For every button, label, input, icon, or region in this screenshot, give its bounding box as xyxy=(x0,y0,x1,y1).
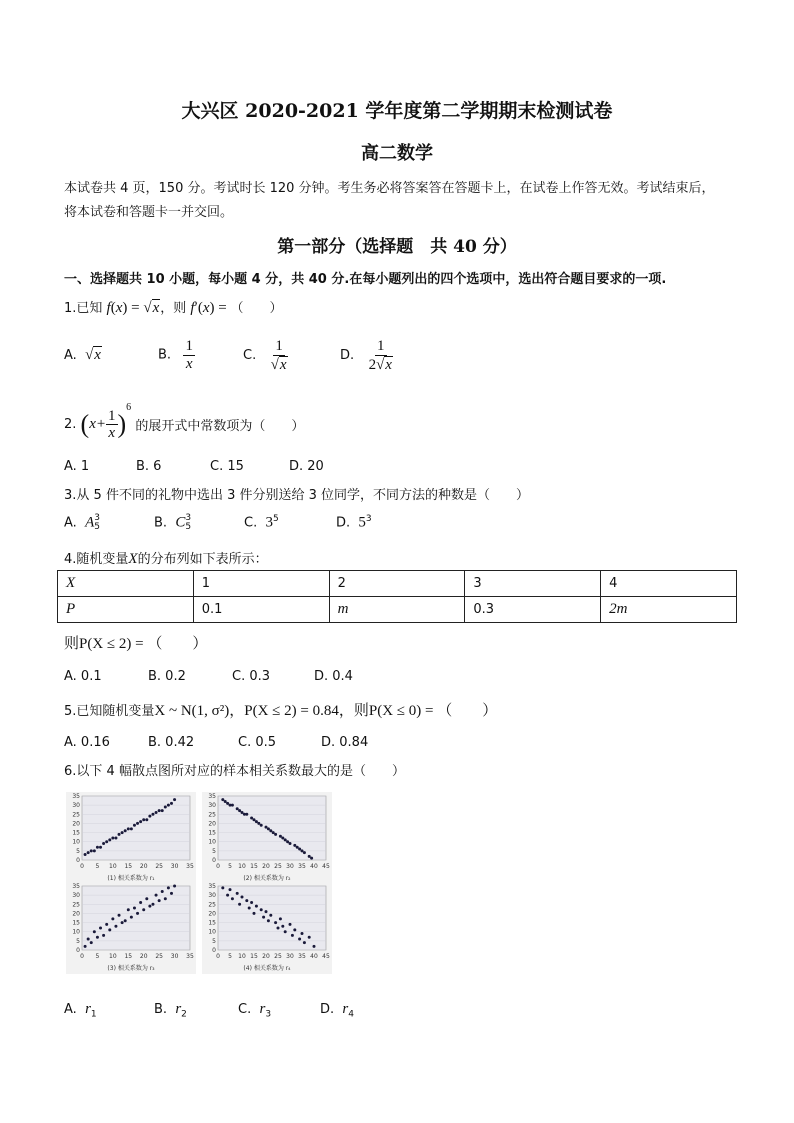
x-tick-label: 40 xyxy=(310,953,318,960)
data-point xyxy=(164,805,167,808)
data-point xyxy=(111,917,114,920)
plot-area xyxy=(82,796,190,860)
data-point xyxy=(236,892,239,895)
table-cell: m xyxy=(329,597,465,623)
x-tick-label: 0 xyxy=(216,953,220,960)
data-point xyxy=(250,816,253,819)
data-point xyxy=(167,804,170,807)
data-point xyxy=(291,934,294,937)
x-tick-label: 5 xyxy=(228,863,232,870)
q5-option-b[interactable]: B. 0.42 xyxy=(148,735,195,750)
data-point xyxy=(90,849,93,852)
x-tick-label: 40 xyxy=(310,863,318,870)
y-tick-label: 10 xyxy=(208,928,216,936)
y-tick-label: 30 xyxy=(208,892,216,900)
data-point xyxy=(167,886,170,889)
q6-option-d[interactable]: D. $r_4$ xyxy=(320,1001,354,1020)
data-point xyxy=(133,824,136,827)
data-point xyxy=(161,809,164,812)
data-point xyxy=(284,930,287,933)
x-tick-label: 35 xyxy=(186,953,194,960)
data-point xyxy=(274,833,277,836)
x-tick-label: 45 xyxy=(322,953,330,960)
data-point xyxy=(105,923,108,926)
data-point xyxy=(139,901,142,904)
x-tick-label: 25 xyxy=(155,953,163,960)
data-point xyxy=(253,912,256,915)
data-point xyxy=(121,921,124,924)
y-tick-label: 25 xyxy=(208,901,216,909)
y-tick-label: 10 xyxy=(72,928,80,936)
data-point xyxy=(148,905,151,908)
x-tick-label: 0 xyxy=(80,863,84,870)
q2-option-d[interactable]: D. 20 xyxy=(289,459,324,474)
y-tick-label: 30 xyxy=(72,892,80,900)
data-point xyxy=(308,936,311,939)
y-tick-label: 35 xyxy=(208,883,216,890)
data-point xyxy=(173,885,176,888)
data-point xyxy=(130,916,133,919)
data-point xyxy=(289,923,292,926)
plot-area xyxy=(218,886,326,950)
data-point xyxy=(257,822,260,825)
data-point xyxy=(221,886,224,889)
x-tick-label: 20 xyxy=(139,863,148,870)
data-point xyxy=(102,934,105,937)
data-point xyxy=(155,894,158,897)
data-point xyxy=(99,846,102,849)
data-point xyxy=(265,910,268,913)
data-point xyxy=(236,807,239,810)
data-point xyxy=(130,827,133,830)
data-point xyxy=(241,895,244,898)
x-tick-label: 20 xyxy=(262,863,270,870)
data-point xyxy=(105,840,108,843)
x-tick-label: 30 xyxy=(286,863,294,870)
data-point xyxy=(164,897,167,900)
x-tick-label: 25 xyxy=(155,863,163,870)
x-tick-label: 30 xyxy=(170,953,179,960)
data-point xyxy=(250,901,253,904)
x-tick-label: 20 xyxy=(262,953,270,960)
data-point xyxy=(272,831,275,834)
y-tick-label: 15 xyxy=(208,919,216,927)
y-tick-label: 10 xyxy=(72,838,80,846)
y-tick-label: 35 xyxy=(72,793,80,800)
x-tick-label: 25 xyxy=(274,953,282,960)
q2-option-c[interactable]: C. 15 xyxy=(210,459,244,474)
plot-caption: (4) 相关系数为 r₄ xyxy=(243,965,291,972)
data-point xyxy=(245,813,248,816)
table-cell: X xyxy=(58,571,194,597)
data-point xyxy=(238,903,241,906)
x-tick-label: 45 xyxy=(322,863,330,870)
y-tick-label: 20 xyxy=(208,910,216,918)
q3-option-d[interactable]: D. $5^3$ xyxy=(336,514,372,531)
data-point xyxy=(248,906,251,909)
scatter-plot-3 xyxy=(66,882,196,974)
data-point xyxy=(298,938,301,941)
data-point xyxy=(267,827,270,830)
data-point xyxy=(274,921,277,924)
data-point xyxy=(245,899,248,902)
y-tick-label: 25 xyxy=(72,811,80,819)
data-point xyxy=(145,818,148,821)
y-tick-label: 35 xyxy=(208,793,216,800)
q6-option-a[interactable]: A. $r_1$ xyxy=(64,1001,97,1020)
plot-caption: (1) 相关系数为 r₁ xyxy=(107,875,155,882)
data-point xyxy=(226,894,229,897)
y-tick-label: 15 xyxy=(72,919,80,927)
table-cell: 2m xyxy=(601,597,737,623)
data-point xyxy=(281,925,284,928)
x-tick-label: 30 xyxy=(170,863,179,870)
data-point xyxy=(303,851,306,854)
q6-option-c[interactable]: C. $r_3$ xyxy=(238,1001,272,1020)
scatter-plot-4-svg xyxy=(202,882,332,974)
y-tick-label: 15 xyxy=(208,829,216,837)
y-tick-label: 5 xyxy=(212,937,216,945)
data-point xyxy=(301,932,304,935)
data-point xyxy=(308,855,311,858)
scatter-plot-3-svg xyxy=(66,882,196,974)
data-point xyxy=(221,798,224,801)
data-point xyxy=(127,908,130,911)
data-point xyxy=(111,837,114,840)
data-point xyxy=(124,919,127,922)
data-point xyxy=(93,930,96,933)
instructions-line1: 本试卷共 4 页，150 分。考试时长 120 分钟。考生务必将答案答在答题卡上，在试卷上作答无效。考试结束后， xyxy=(64,181,715,196)
scatter-plot-1-svg xyxy=(66,792,196,884)
y-tick-label: 15 xyxy=(72,829,80,837)
x-tick-label: 5 xyxy=(228,953,232,960)
plot-area xyxy=(218,796,326,860)
data-point xyxy=(231,804,234,807)
x-tick-label: 15 xyxy=(124,863,133,870)
data-point xyxy=(151,813,154,816)
x-tick-label: 15 xyxy=(250,863,258,870)
data-point xyxy=(224,800,227,803)
x-tick-label: 25 xyxy=(274,863,282,870)
data-point xyxy=(170,802,173,805)
data-point xyxy=(136,912,139,915)
data-point xyxy=(286,840,289,843)
data-point xyxy=(148,815,151,818)
y-tick-label: 0 xyxy=(76,947,80,954)
x-tick-label: 10 xyxy=(109,953,117,960)
table-cell: 0.1 xyxy=(193,597,329,623)
data-point xyxy=(96,846,99,849)
y-tick-label: 20 xyxy=(72,820,80,828)
x-tick-label: 10 xyxy=(238,953,246,960)
table-row xyxy=(58,597,737,623)
data-point xyxy=(87,851,90,854)
data-point xyxy=(127,827,130,830)
x-tick-label: 10 xyxy=(238,863,246,870)
q4-option-d[interactable]: D. 0.4 xyxy=(314,669,353,684)
data-point xyxy=(90,941,93,944)
data-point xyxy=(293,928,296,931)
y-tick-label: 5 xyxy=(76,937,80,945)
data-point xyxy=(84,945,87,948)
data-point xyxy=(279,917,282,920)
data-point xyxy=(226,802,229,805)
data-point xyxy=(84,853,87,856)
q6-option-b[interactable]: B. $r_2$ xyxy=(154,1001,187,1020)
data-point xyxy=(296,846,299,849)
y-tick-label: 20 xyxy=(72,910,80,918)
data-point xyxy=(136,822,139,825)
x-tick-label: 5 xyxy=(95,863,100,870)
y-tick-label: 25 xyxy=(208,811,216,819)
data-point xyxy=(231,897,234,900)
data-point xyxy=(281,837,284,840)
question-2: 2. (x+ $\frac{1}{x}$ )$^6$ 的展开式中常数项为（ ） xyxy=(64,402,305,441)
data-point xyxy=(151,903,154,906)
table-cell: 3 xyxy=(465,571,601,597)
y-tick-label: 0 xyxy=(76,857,80,864)
distribution-table xyxy=(57,570,737,623)
x-tick-label: 35 xyxy=(298,953,306,960)
exam-title: 大兴区 2020-2021 学年度第二学期期末检测试卷 xyxy=(181,100,613,122)
part1-title: 第一部分（选择题 共 40 分） xyxy=(277,237,517,257)
y-tick-label: 30 xyxy=(72,802,80,810)
data-point xyxy=(269,914,272,917)
y-tick-label: 35 xyxy=(72,883,80,890)
q4-option-c[interactable]: C. 0.3 xyxy=(232,669,271,684)
data-point xyxy=(229,888,232,891)
x-tick-label: 15 xyxy=(250,953,258,960)
data-point xyxy=(108,838,111,841)
table-cell: 0.3 xyxy=(465,597,601,623)
data-point xyxy=(303,941,306,944)
q4-option-a[interactable]: A. 0.1 xyxy=(64,669,102,684)
data-point xyxy=(265,826,268,829)
scatter-plot-2-svg xyxy=(202,792,332,884)
y-tick-label: 5 xyxy=(76,847,80,855)
data-point xyxy=(260,908,263,911)
data-point xyxy=(173,798,176,801)
y-tick-label: 30 xyxy=(208,802,216,810)
y-tick-label: 10 xyxy=(208,838,216,846)
x-tick-label: 30 xyxy=(286,953,294,960)
q2-option-a[interactable]: A. 1 xyxy=(64,459,90,474)
table-cell: 4 xyxy=(601,571,737,597)
x-tick-label: 0 xyxy=(80,953,84,960)
question-4: 4.随机变量X的分布列如下表所示： xyxy=(64,551,268,567)
table-cell: 1 xyxy=(193,571,329,597)
data-point xyxy=(301,849,304,852)
table-row xyxy=(58,571,737,597)
data-point xyxy=(313,945,316,948)
data-point xyxy=(238,809,241,812)
table-cell: 2 xyxy=(329,571,465,597)
data-point xyxy=(267,919,270,922)
question-1: 1.已知 f(x) = √x，则 f′(x) = （ ） xyxy=(64,300,283,316)
data-point xyxy=(108,928,111,931)
q5-option-d[interactable]: D. 0.84 xyxy=(321,735,369,750)
data-point xyxy=(298,848,301,851)
q2-option-b[interactable]: B. 6 xyxy=(136,459,162,474)
x-tick-label: 35 xyxy=(298,863,306,870)
data-point xyxy=(293,844,296,847)
q4-ask: 则P(X ≤ 2) = （ ） xyxy=(64,636,208,652)
plot-caption: (3) 相关系数为 r₃ xyxy=(107,965,155,972)
plot-area xyxy=(82,886,190,950)
data-point xyxy=(139,820,142,823)
data-point xyxy=(102,842,105,845)
q5-option-c[interactable]: C. 0.5 xyxy=(238,735,277,750)
data-point xyxy=(279,835,282,838)
x-tick-label: 0 xyxy=(216,863,220,870)
data-point xyxy=(124,829,127,832)
q3-option-c[interactable]: C. $3^5$ xyxy=(244,514,279,531)
q3-option-b[interactable]: B. C 3 5 xyxy=(154,513,192,532)
data-point xyxy=(158,899,161,902)
scatter-plot-1 xyxy=(66,792,196,884)
data-point xyxy=(118,833,121,836)
instructions-line2: 将本试卷和答题卡一并交回。 xyxy=(64,205,234,220)
data-point xyxy=(99,927,102,930)
data-point xyxy=(96,936,99,939)
data-point xyxy=(93,849,96,852)
data-point xyxy=(284,838,287,841)
data-point xyxy=(118,914,121,917)
table-cell: P xyxy=(58,597,194,623)
data-point xyxy=(170,892,173,895)
q3-option-a[interactable]: A. A 3 5 xyxy=(64,513,100,532)
data-point xyxy=(289,842,292,845)
q1-option-a[interactable]: A. √x xyxy=(64,347,101,363)
data-point xyxy=(161,890,164,893)
data-point xyxy=(241,811,244,814)
data-point xyxy=(87,938,90,941)
data-point xyxy=(121,831,124,834)
data-point xyxy=(255,820,258,823)
data-point xyxy=(277,927,280,930)
y-tick-label: 0 xyxy=(212,857,216,864)
y-tick-label: 5 xyxy=(212,847,216,855)
q1-option-d[interactable]: D. $\frac{1}{2√x}$ xyxy=(340,338,392,373)
question-5: 5.已知随机变量X ~ N(1, σ²)，P(X ≤ 2) = 0.84，则P(X ≤ 0) = （ ） xyxy=(64,703,498,719)
data-point xyxy=(145,897,148,900)
scatter-plot-2 xyxy=(202,792,332,884)
x-tick-label: 35 xyxy=(186,863,194,870)
data-point xyxy=(310,857,313,860)
scatter-plot-4 xyxy=(202,882,332,974)
x-tick-label: 10 xyxy=(109,863,117,870)
x-tick-label: 5 xyxy=(95,953,100,960)
data-point xyxy=(269,829,272,832)
x-tick-label: 20 xyxy=(139,953,148,960)
question-6: 6.以下 4 幅散点图所对应的样本相关系数最大的是（ ） xyxy=(64,764,405,779)
data-point xyxy=(133,906,136,909)
y-tick-label: 25 xyxy=(72,901,80,909)
data-point xyxy=(114,837,117,840)
data-point xyxy=(142,818,145,821)
data-point xyxy=(114,925,117,928)
question-3: 3.从 5 件不同的礼物中选出 3 件分别送给 3 位同学，不同方法的种数是（ ） xyxy=(64,488,530,503)
x-tick-label: 15 xyxy=(124,953,133,960)
part1-instruction: 一、选择题共 10 小题，每小题 4 分，共 40 分.在每小题列出的四个选项中，选出符合题目要求的一项. xyxy=(64,272,667,287)
data-point xyxy=(155,811,158,814)
plot-caption: (2) 相关系数为 r₂ xyxy=(243,875,291,882)
data-point xyxy=(253,818,256,821)
data-point xyxy=(262,916,265,919)
subject-title: 高二数学 xyxy=(361,143,433,164)
y-tick-label: 20 xyxy=(208,820,216,828)
q1-option-c[interactable]: C. $\frac{1}{√x}$ xyxy=(243,338,287,373)
data-point xyxy=(255,905,258,908)
y-tick-label: 0 xyxy=(212,947,216,954)
q5-option-a[interactable]: A. 0.16 xyxy=(64,735,110,750)
data-point xyxy=(158,809,161,812)
q1-option-b[interactable]: B. $\frac{1}{x}$ xyxy=(158,338,193,372)
data-point xyxy=(142,908,145,911)
q4-option-b[interactable]: B. 0.2 xyxy=(148,669,186,684)
data-point xyxy=(260,824,263,827)
